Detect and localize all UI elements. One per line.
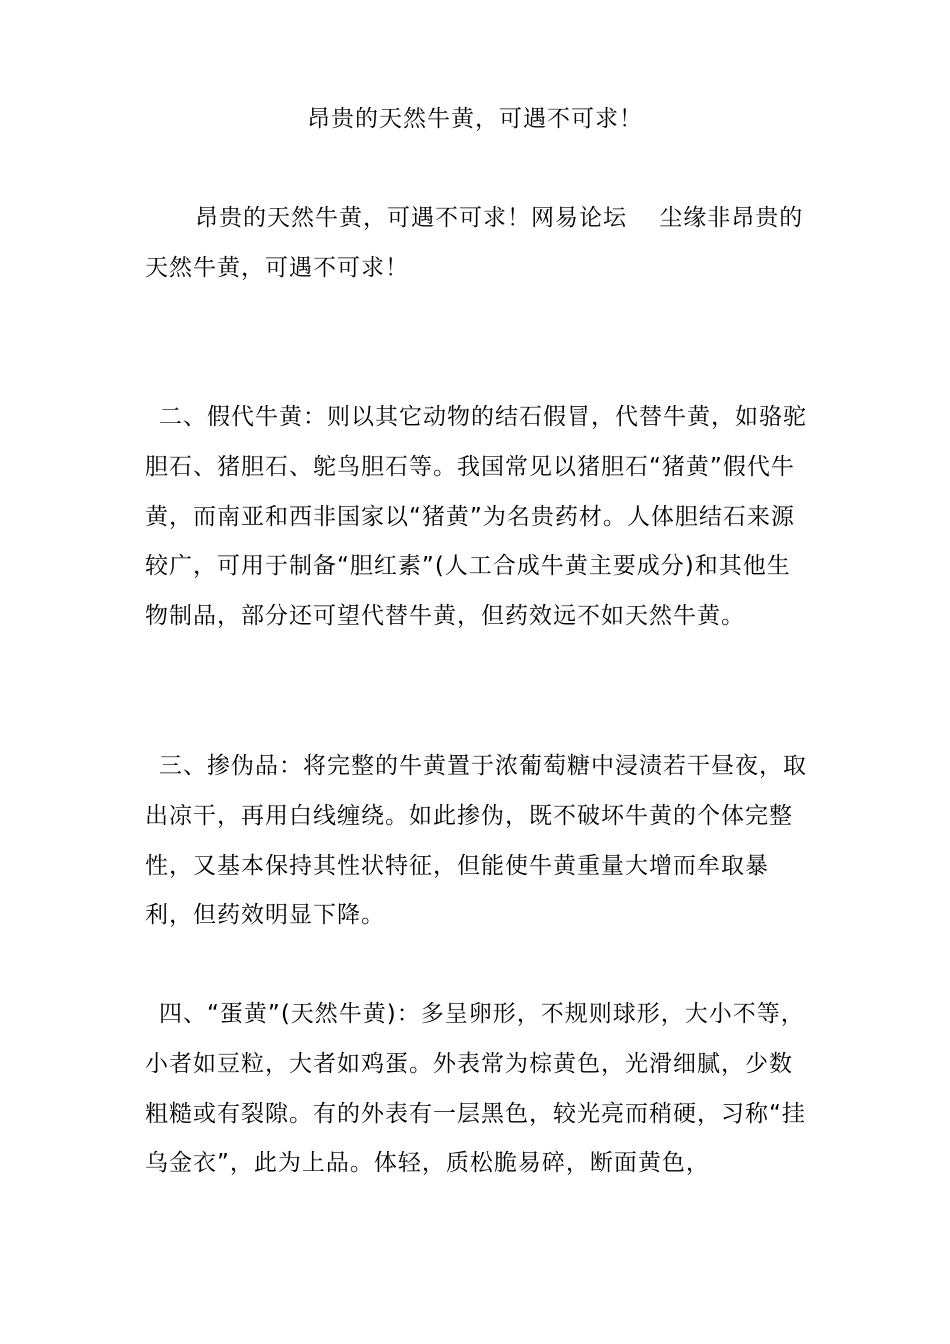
paragraph-text: 二、假代牛黄：则以其它动物的结石假冒，代替牛黄，如骆驼胆石、猪胆石、鸵鸟胆石等。我国常见以猪胆石“猪黄”假代牛黄，而南亚和西非国家以“猪黄”为名贵药材。人体胆结石来源较广，可用于制备“胆红素”(人工合成牛黄主要成分)和其他生物制品，部分还可望代替牛黄，但药效远不如天然牛黄。 xyxy=(145,404,807,630)
intro-paragraph: 昂贵的天然牛黄，可遇不可求！网易论坛 尘缘非昂贵的天然牛黄，可遇不可求！ xyxy=(145,205,804,281)
paragraph-fake-bezoar xyxy=(145,393,807,642)
paragraph-text: 四、“蛋黄”(天然牛黄)：多呈卵形，不规则球形，大小不等，小者如豆粒，大者如鸡蛋。外表常为棕黄色，光滑细腻，少数粗糙或有裂隙。有的外表有一层黑色，较光亮而稍硬，习称“挂乌金衣”，此为上品。体轻，质松脆易碎，断面黄色， xyxy=(145,1001,806,1177)
paragraph-text: 三、掺伪品：将完整的牛黄置于浓葡萄糖中浸渍若干昼夜，取出凉干，再用白线缠绕。如此掺伪，既不破坏牛黄的个体完整性，又基本保持其性状特征，但能使牛黄重量大增而牟取暴利，但药效明显下降。 xyxy=(145,753,807,929)
paragraph-adulterated-bezoar xyxy=(145,742,807,941)
page-title: 昂贵的天然牛黄，可遇不可求！ xyxy=(307,106,643,132)
paragraph-natural-bezoar xyxy=(145,990,807,1189)
